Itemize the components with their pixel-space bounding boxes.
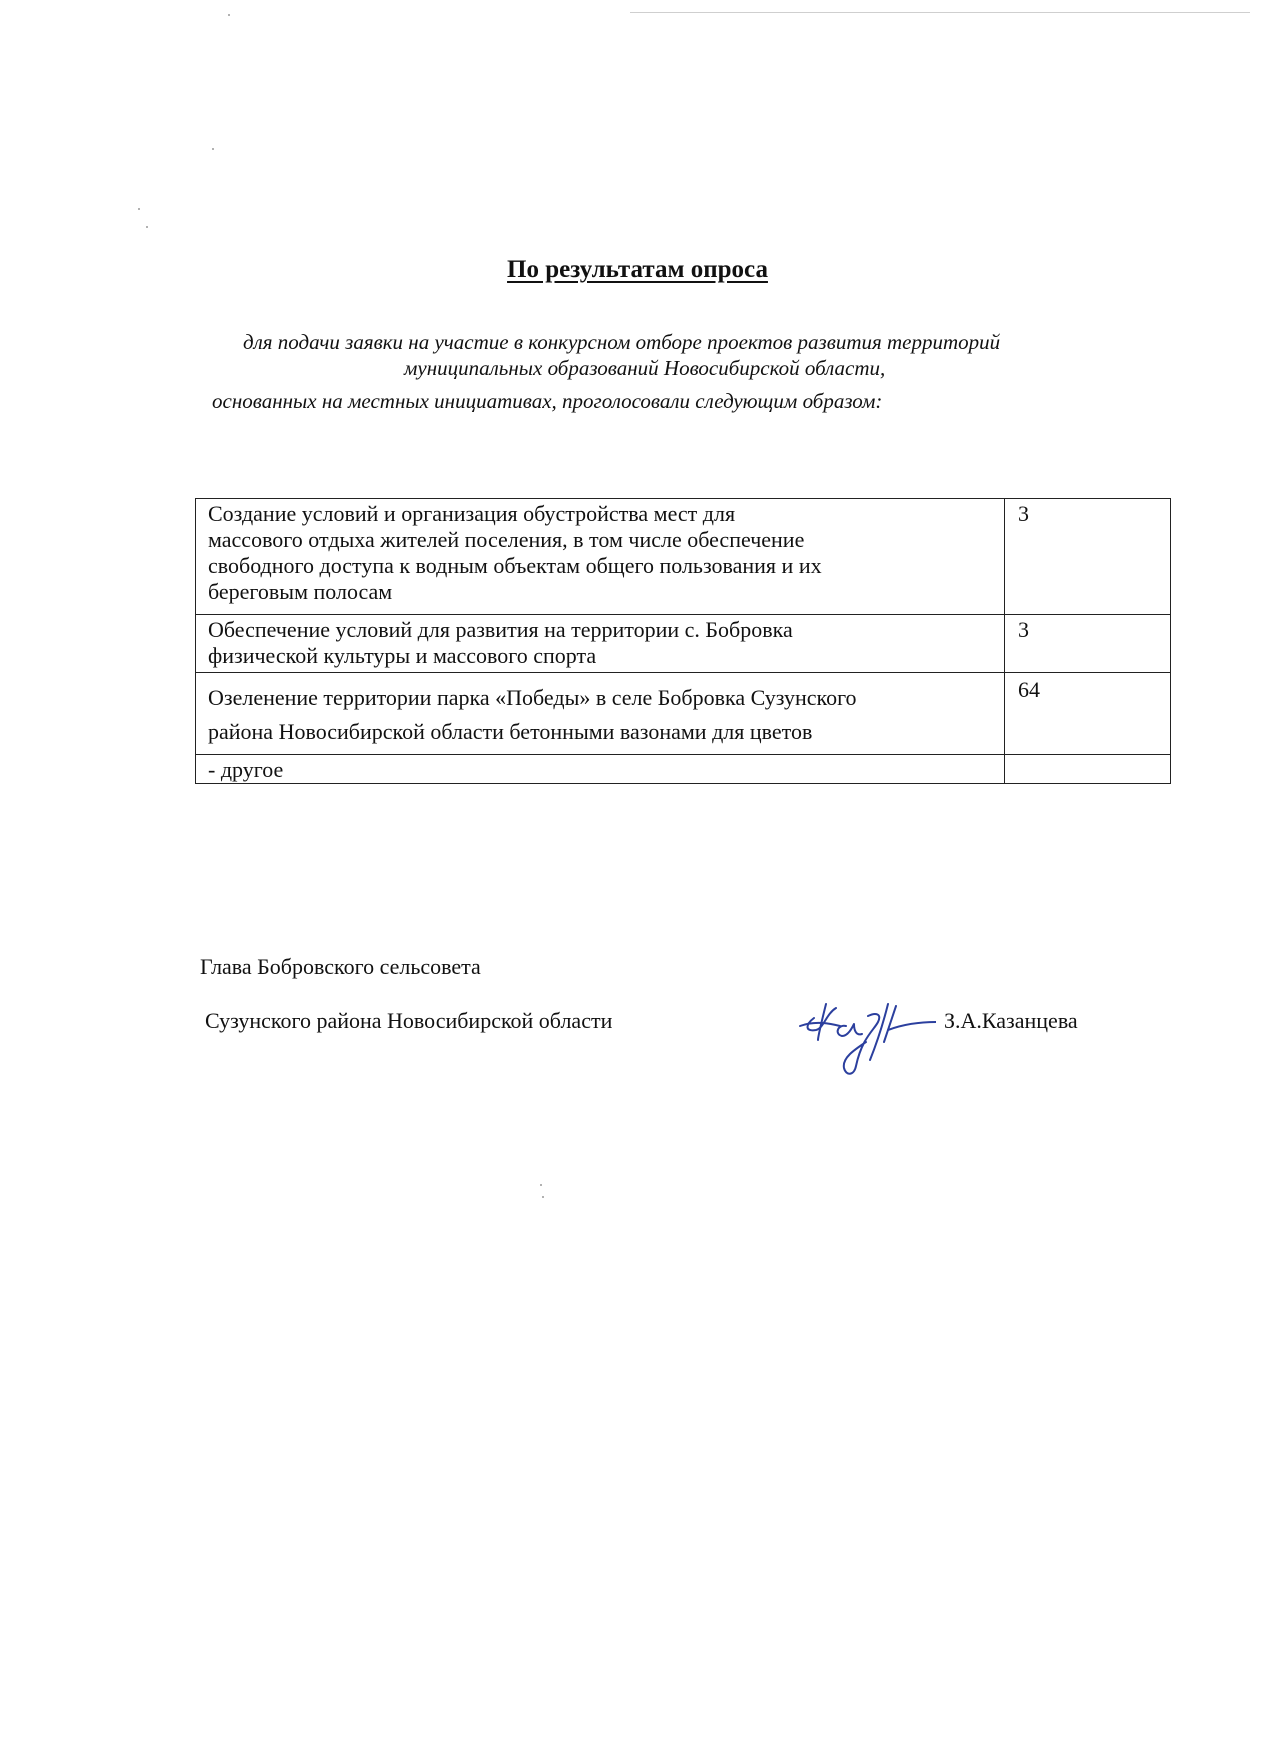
option-text-line: Создание условий и организация обустройства мест для: [208, 501, 736, 526]
option-cell: [196, 673, 1005, 755]
scan-speck: [228, 14, 230, 16]
table-row: [196, 499, 1171, 615]
signatory-position-line-1: Глава Бобровского сельсовета: [200, 954, 481, 979]
table-row: [196, 755, 1171, 784]
votes-cell: 3: [1005, 615, 1171, 673]
intro-line-2: муниципальных образований Новосибирской области,: [404, 356, 886, 380]
option-cell: [196, 755, 1005, 784]
option-text-line: массового отдыха жителей поселения, в том числе обеспечение: [208, 527, 805, 552]
votes-cell: [1005, 755, 1171, 784]
scan-speck: [146, 226, 148, 228]
option-text-line: береговым полосам: [208, 579, 393, 604]
intro-line-3: основанных на местных инициативах, проголосовали следующим образом:: [212, 389, 883, 413]
option-text-line: свободного доступа к водным объектам общего пользования и их: [208, 553, 822, 578]
option-cell: [196, 615, 1005, 673]
votes-cell: 3: [1005, 499, 1171, 615]
option-cell: [196, 499, 1005, 615]
signatory-position-line-2: Сузунского района Новосибирской области: [205, 1008, 613, 1033]
scan-top-line: [630, 12, 1250, 13]
option-text-line: Обеспечение условий для развития на территории с. Бобровка: [208, 617, 793, 642]
scan-speck: [542, 1196, 544, 1198]
results-table: [195, 498, 1171, 784]
signatory-name: З.А.Казанцева: [944, 1008, 1078, 1033]
option-text-line: района Новосибирской области бетонными вазонами для цветов: [208, 719, 813, 744]
scan-speck: [138, 208, 140, 210]
handwritten-signature: [796, 990, 936, 1080]
votes-cell: 64: [1005, 673, 1171, 755]
table-row: [196, 673, 1171, 755]
table-row: [196, 615, 1171, 673]
document-title: По результатам опроса: [507, 256, 768, 283]
option-text-line: физической культуры и массового спорта: [208, 643, 597, 668]
option-text-line: Озеленение территории парка «Победы» в селе Бобровка Сузунского: [208, 685, 857, 710]
option-text-line: - другое: [208, 757, 284, 782]
intro-line-1: для подачи заявки на участие в конкурсном отборе проектов развития территорий: [243, 330, 1001, 354]
scan-speck: [212, 148, 214, 150]
scan-speck: [540, 1184, 542, 1186]
